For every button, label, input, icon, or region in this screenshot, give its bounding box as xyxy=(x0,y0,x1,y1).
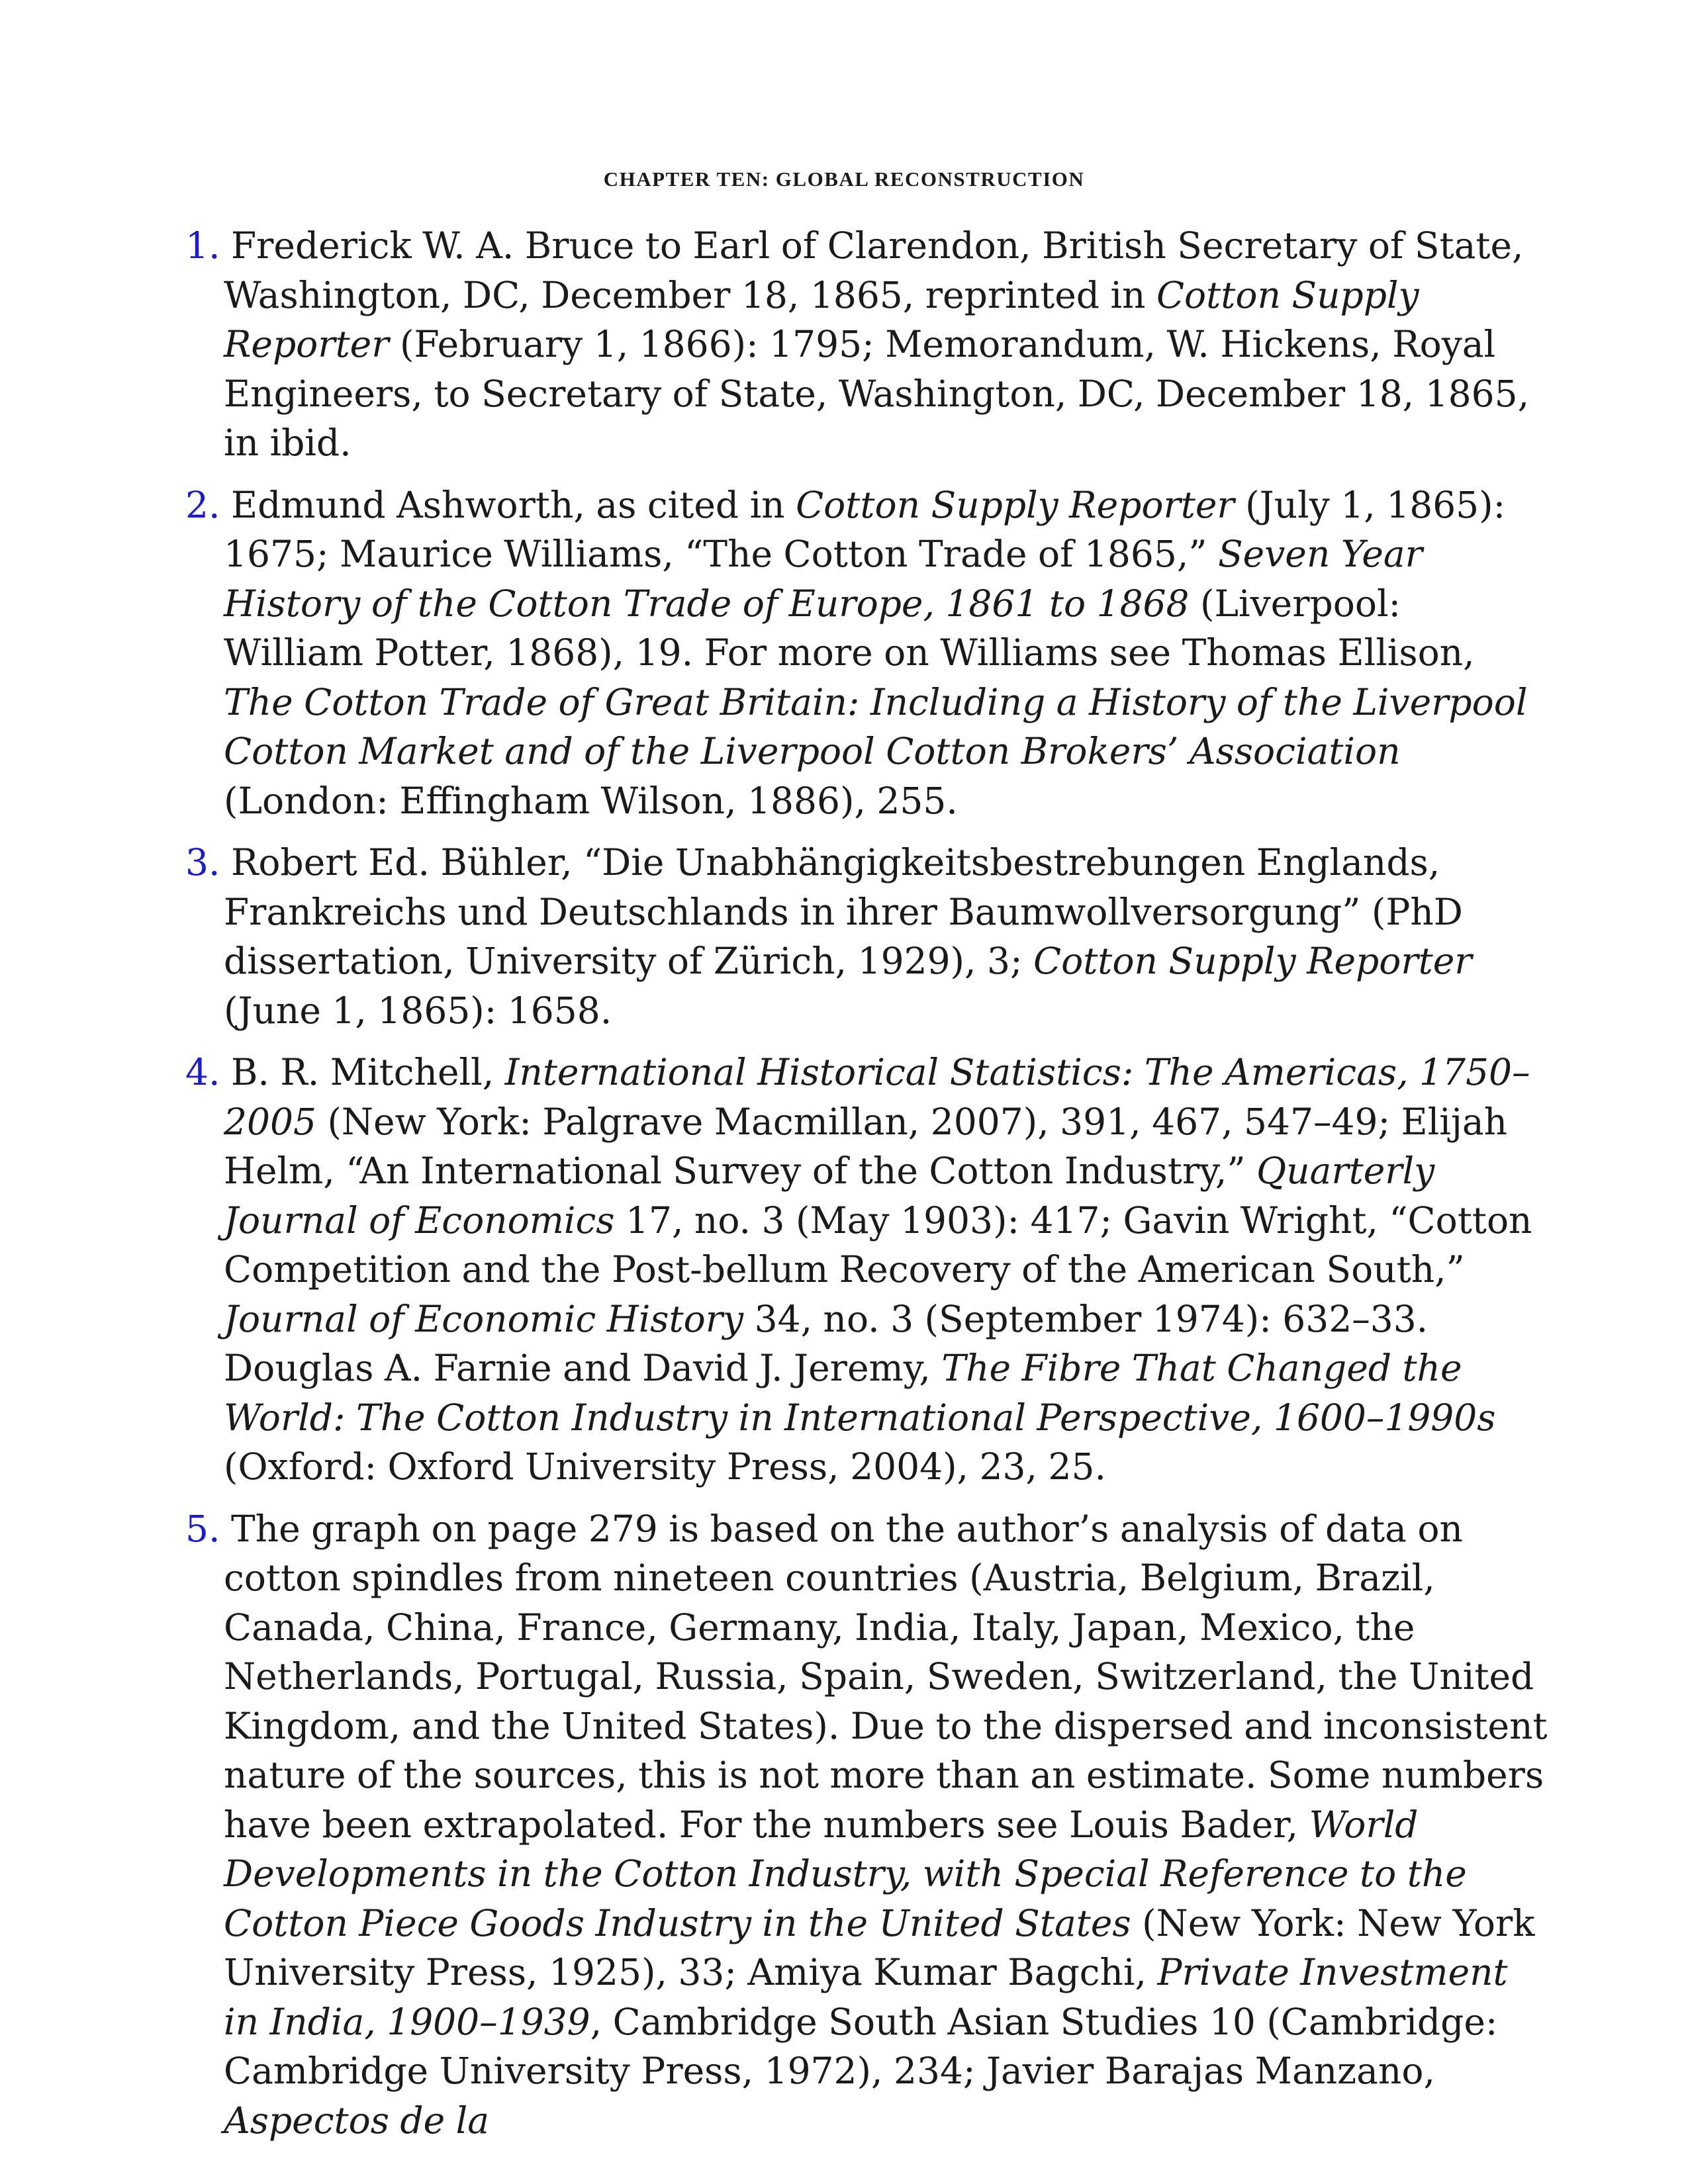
note-text: (February 1, 1866): 1795; Memorandum, W. Hickens, Royal Engineers, to Secretary of State, Washington, DC, December 18, 1865, in ibid. xyxy=(224,323,1530,464)
endnote-number-link[interactable]: 5. xyxy=(185,1507,220,1550)
note-text: Robert Ed. Bühler, “Die Unabhängigkeitsbestrebungen Englands, Frankreichs und Deutschlands in ihrer Baumwollversorgung” (PhD dissertation, University of Zürich, 1929), 3; xyxy=(220,841,1463,982)
note-text: 34, no. 3 (September 1974): 632–33. Douglas A. Farnie and David J. Jeremy, xyxy=(224,1297,1429,1389)
cited-title: Aspectos de la xyxy=(224,2099,490,2142)
cited-title: The Cotton Trade of Great Britain: Including a History of the Liverpool Cotton Market and of the Liverpool Cotton Brokers’ Association xyxy=(224,680,1528,772)
cited-title: Cotton Supply Reporter xyxy=(224,273,1419,365)
note-text: (Liverpool: William Potter, 1868), 19. For more on Williams see Thomas Ellison, xyxy=(224,582,1475,674)
endnote-number-link[interactable]: 4. xyxy=(185,1051,220,1093)
endnote xyxy=(184,221,1548,468)
endnote xyxy=(184,1048,1548,1492)
endnote-number-link[interactable]: 3. xyxy=(185,841,220,884)
endnote-number-link[interactable]: 1. xyxy=(185,224,220,267)
note-text: The graph on page 279 is based on the author’s analysis of data on cotton spindles from nineteen countries (Austria, Belgium, Brazil, Canada, China, France, Germany, India, Italy, Japan, Mexico, the Netherlands, Portugal, Russia, Spain, Sweden, Switzerland, the United Kingdom, and the United States). Due to the dispersed and inconsistent nature of the sources, this is not more than an estimate. Some numbers have been extrapolated. For the numbers see Louis Bader, xyxy=(220,1507,1548,1846)
note-text: 17, no. 3 (May 1903): 417; Gavin Wright, “Cotton Competition and the Post-bellum Recovery of the American South,” xyxy=(224,1199,1532,1291)
note-text: (London: Effingham Wilson, 1886), 255. xyxy=(224,779,958,822)
endnotes-list xyxy=(184,221,1548,2158)
note-text: B. R. Mitchell, xyxy=(220,1051,505,1093)
cited-title: Private Investment in India, 1900–1939 xyxy=(224,1951,1508,2043)
cited-title: World Developments in the Cotton Industry, with Special Reference to the Cotton Piece Goods Industry in the United States xyxy=(224,1803,1467,1944)
cited-title: Cotton Supply Reporter xyxy=(796,483,1235,526)
endnote-number-link[interactable]: 2. xyxy=(185,483,220,526)
note-text: (New York: Palgrave Macmillan, 2007), 391, 467, 547–49; Elijah Helm, “An International Survey of the Cotton Industry,” xyxy=(224,1100,1508,1192)
cited-title: Seven Year History of the Cotton Trade of Europe, 1861 to 1868 xyxy=(224,533,1423,625)
note-text: Frederick W. A. Bruce to Earl of Clarendon, British Secretary of State, Washington, DC, December 18, 1865, reprinted in xyxy=(220,224,1524,316)
cited-title: The Fibre That Changed the World: The Cotton Industry in International Perspective, 1600–1990s xyxy=(224,1347,1496,1439)
note-text: (Oxford: Oxford University Press, 2004), 23, 25. xyxy=(224,1445,1106,1488)
note-text: Edmund Ashworth, as cited in xyxy=(220,483,796,526)
endnote xyxy=(184,838,1548,1035)
cited-title: International Historical Statistics: The Americas, 1750–2005 xyxy=(224,1051,1530,1143)
note-text: , Cambridge South Asian Studies 10 (Cambridge: Cambridge University Press, 1972), 234; Javier Barajas Manzano, xyxy=(224,2000,1498,2092)
cited-title: Quarterly Journal of Economics xyxy=(224,1150,1435,1242)
endnote xyxy=(184,1504,1548,2146)
note-text: (New York: New York University Press, 1925), 33; Amiya Kumar Bagchi, xyxy=(224,1901,1535,1993)
cited-title: Cotton Supply Reporter xyxy=(1033,940,1472,982)
note-text: (July 1, 1865): 1675; Maurice Williams, “The Cotton Trade of 1865,” xyxy=(224,483,1506,575)
endnote xyxy=(184,480,1548,826)
running-head: CHAPTER TEN: GLOBAL RECONSTRUCTION xyxy=(603,167,1085,191)
cited-title: Journal of Economic History xyxy=(224,1297,744,1340)
note-text: (June 1, 1865): 1658. xyxy=(224,989,612,1032)
